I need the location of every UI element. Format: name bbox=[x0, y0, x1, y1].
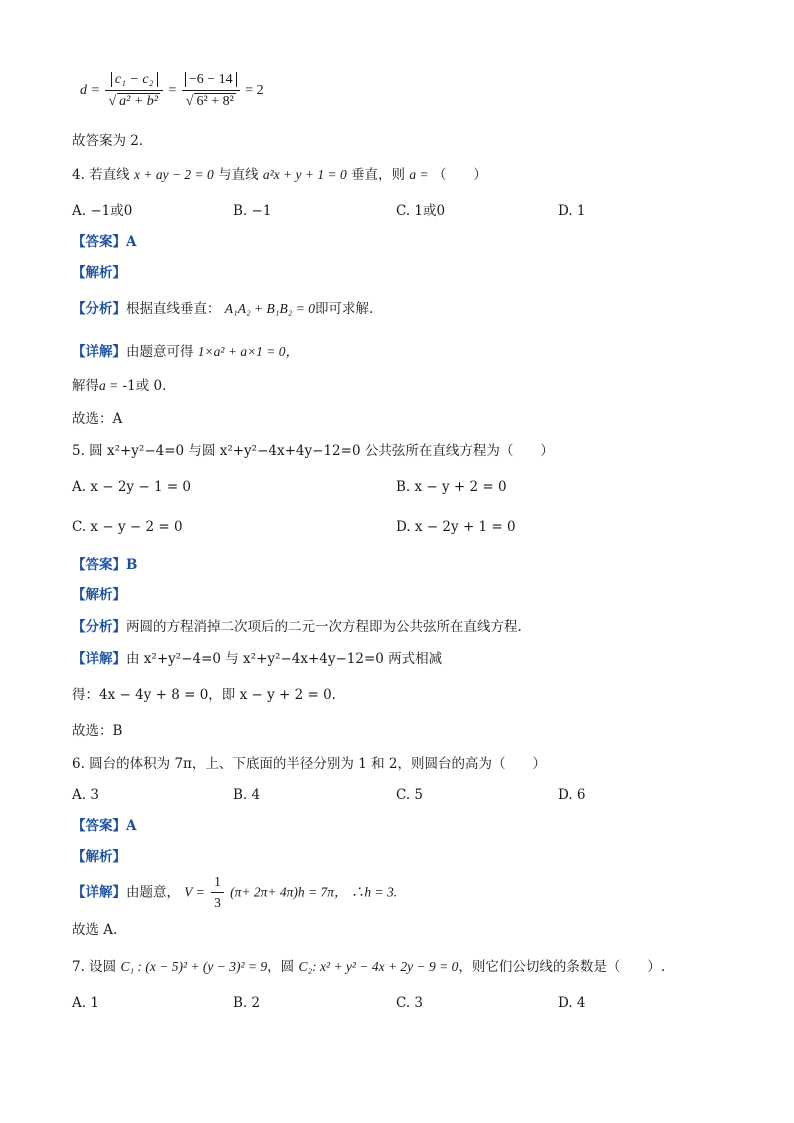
q6-answer-text: 【答案】A bbox=[72, 818, 137, 834]
formula-den-2: 6² + 8² bbox=[196, 94, 234, 109]
q5-stem: 5. 圆 x²+y²−4=0 与圆 x²+y²−4x+4y−12=0 公共弦所在直线方程为（ ） bbox=[72, 443, 554, 459]
q5-answer-text: 【答案】B bbox=[72, 557, 138, 573]
q4-answer bbox=[72, 233, 136, 251]
q4-eq-c: a = bbox=[409, 167, 429, 182]
q5-option-a: A. x − 2y − 1 = 0 bbox=[72, 479, 192, 495]
q4-eq-a: x + ay − 2 = 0 bbox=[133, 167, 214, 182]
q4-fenxi-tail: 即可求解. bbox=[315, 301, 374, 317]
q5-answer bbox=[72, 556, 137, 574]
q7-option-c: C. 3 bbox=[396, 995, 424, 1011]
q4-fenxi-text: 根据直线垂直： bbox=[126, 301, 221, 317]
q4-option-b: B. −1 bbox=[233, 203, 272, 219]
q7-eq-a: C₁ : (x − 5)² + (y − 3)² = 9 bbox=[120, 959, 268, 974]
q4-stem-c: 垂直，则 bbox=[351, 167, 406, 183]
q6-stem: 6. 圆台的体积为 7π，上、下底面的半径分别为 1 和 2，则圆台的高为（ ） bbox=[72, 756, 546, 772]
q6-xiangjie-tag: 【详解】 bbox=[72, 884, 126, 901]
q6-option-b: B. 4 bbox=[233, 787, 261, 803]
q4-fenxi-eq: A₁A₂ + B₁B₂ = 0 bbox=[224, 301, 316, 316]
q6-option-d: D. 6 bbox=[558, 787, 586, 803]
q6-jiexi: 【解析】 bbox=[72, 849, 126, 865]
q6-xiangjie-text: 由题意， bbox=[126, 884, 180, 901]
q6-option-a: A. 3 bbox=[72, 787, 99, 803]
q4-stem bbox=[72, 166, 487, 184]
q6-xiangjie bbox=[72, 874, 397, 911]
q5-choose: 故选：B bbox=[72, 723, 123, 739]
q4-fenxi-tag: 【分析】 bbox=[72, 301, 126, 317]
q4-eq-b: a²x + y + 1 = 0 bbox=[262, 167, 347, 182]
q4-option-c: C. 1或0 bbox=[396, 203, 446, 219]
q6-frac-num: 1 bbox=[211, 874, 224, 893]
q5-fenxi-text: 两圆的方程消掉二次项后的二元一次方程即为公共弦所在直线方程. bbox=[126, 619, 522, 635]
q4-xiangjie-text: 由题意可得 bbox=[126, 344, 194, 360]
q6-fraction bbox=[211, 874, 224, 911]
q4-solve-eq: a = bbox=[99, 378, 119, 393]
answer-note: 故答案为 2． bbox=[72, 133, 153, 149]
q4-solve-tail: -1或 0. bbox=[122, 378, 167, 394]
formula-num-1: c₁ − c₂ bbox=[111, 72, 158, 87]
q6-answer bbox=[72, 817, 136, 835]
q6-xiangjie-v: V = bbox=[184, 884, 205, 900]
q7-stem-b: ，圆 bbox=[267, 959, 295, 975]
q4-xiangjie-eq: 1×a² + a×1 = 0， bbox=[197, 344, 300, 359]
q7-option-d: D. 4 bbox=[558, 995, 586, 1011]
q5-xiangjie bbox=[72, 650, 442, 668]
formula-lhs: d = bbox=[80, 83, 100, 98]
q4-jiexi: 【解析】 bbox=[72, 265, 126, 281]
q4-choose: 故选：A bbox=[72, 411, 123, 427]
q4-option-a: A. −1或0 bbox=[72, 203, 133, 219]
q6-frac-den: 3 bbox=[214, 895, 221, 910]
q5-result: 得：4x − 4y + 8 = 0，即 x − y + 2 = 0. bbox=[72, 687, 336, 703]
q7-stem bbox=[72, 958, 665, 976]
q4-stem-b: 与直线 bbox=[218, 167, 259, 183]
q7-stem-a: 7. 设圆 bbox=[72, 959, 117, 975]
q4-xiangjie-tag: 【详解】 bbox=[72, 344, 126, 360]
q5-xiangjie-tag: 【详解】 bbox=[72, 651, 126, 667]
formula-num-2: −6 − 14 bbox=[185, 72, 237, 87]
q4-option-d: D. 1 bbox=[558, 203, 586, 219]
formula-den-1: a² + b² bbox=[119, 94, 158, 109]
q4-solve-text: 解得 bbox=[72, 378, 99, 394]
q7-option-a: A. 1 bbox=[72, 995, 99, 1011]
q4-stem-a: 4. 若直线 bbox=[72, 167, 130, 183]
q4-fenxi bbox=[72, 300, 373, 318]
formula-fraction-1: $\frac{\text{c₁ − c₂}}{\text{√ a² + b²}}$ bbox=[105, 72, 163, 110]
formula-fraction-2: $\frac{-6 - 14}{\text{√ 6² + 8²}}$ bbox=[182, 72, 240, 110]
q4-solve bbox=[72, 377, 166, 395]
q4-answer-text: 【答案】A bbox=[72, 234, 137, 250]
distance-formula bbox=[80, 72, 264, 110]
q5-option-c: C. x − y − 2 = 0 bbox=[72, 519, 183, 535]
q5-fenxi bbox=[72, 618, 522, 636]
q7-eq-b: C₂: x² + y² − 4x + 2y − 9 = 0 bbox=[298, 959, 459, 974]
q6-option-c: C. 5 bbox=[396, 787, 424, 803]
q4-xiangjie bbox=[72, 343, 299, 361]
q5-option-d: D. x − 2y + 1 = 0 bbox=[396, 519, 516, 535]
q5-xiangjie-text: 由 x²+y²−4=0 与 x²+y²−4x+4y−12=0 两式相减 bbox=[126, 651, 443, 667]
q7-stem-c: ，则它们公切线的条数是（ ）. bbox=[458, 959, 666, 975]
formula-result: = 2 bbox=[245, 83, 264, 98]
formula-eq-1: = bbox=[168, 83, 177, 98]
q6-xiangjie-rest: (π+ 2π+ 4π)h = 7π， ∴h = 3. bbox=[230, 884, 398, 900]
q7-option-b: B. 2 bbox=[233, 995, 261, 1011]
q5-fenxi-tag: 【分析】 bbox=[72, 619, 126, 635]
q6-choose: 故选 A. bbox=[72, 922, 118, 938]
q4-stem-d: （ ） bbox=[432, 167, 487, 183]
q5-jiexi: 【解析】 bbox=[72, 587, 126, 603]
q5-option-b: B. x − y + 2 = 0 bbox=[396, 479, 507, 495]
